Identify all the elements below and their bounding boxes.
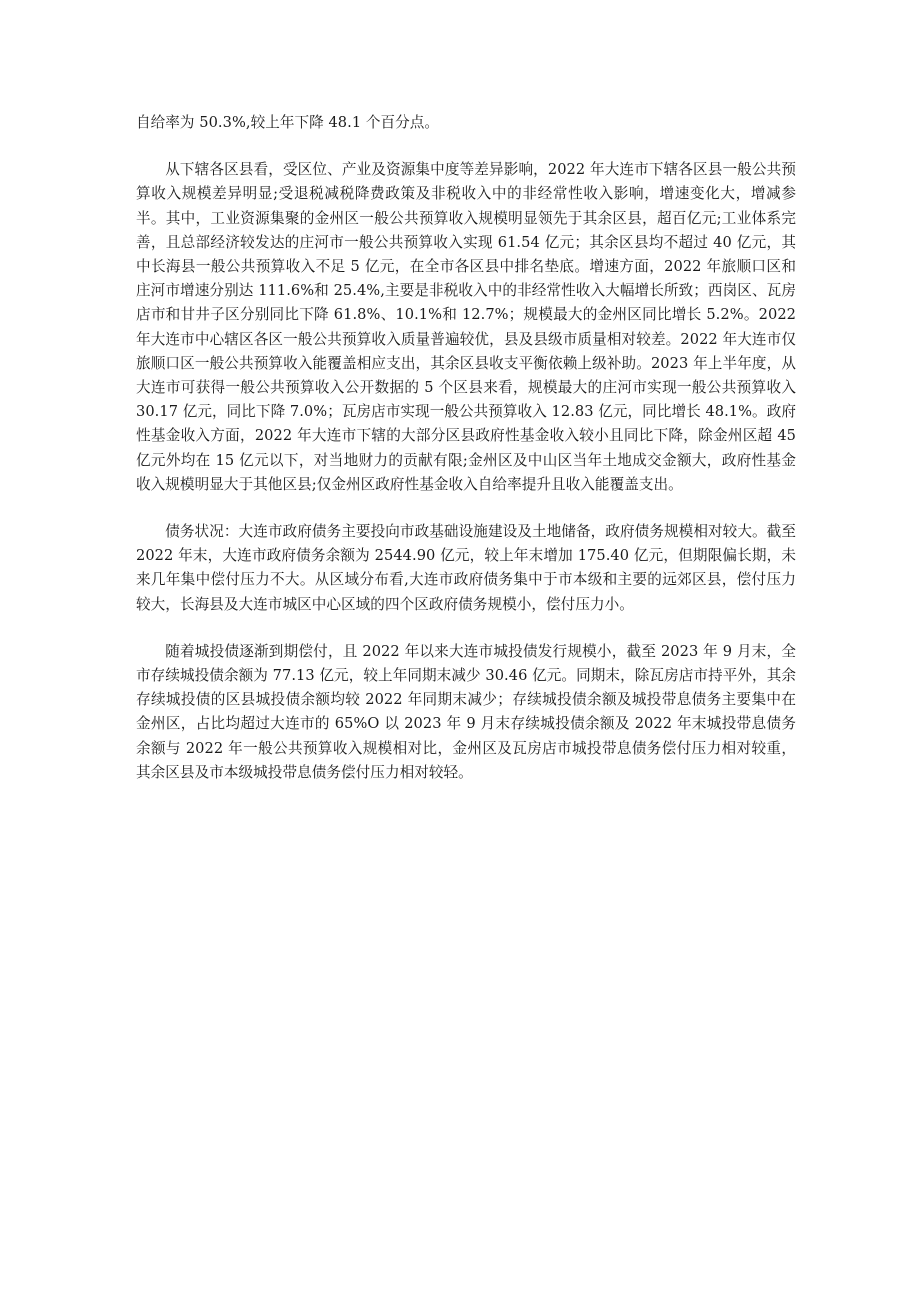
- paragraph-debt-status: 债务状况：大连市政府债务主要投向市政基础设施建设及土地储备，政府债务规模相对较大。截至 2022 年末，大连市政府债务余额为 2544.90 亿元，较上年末增加 175.40 亿元，但期限偏长期，未来几年集中偿付压力不大。从区域分布看,大连市政府债务集中于市本级和主要的远郊区县，偿付压力较大，长海县及大连市城区中心区域的四个区政府债务规模小，偿付压力小。: [136, 523, 796, 613]
- paragraph-district-revenue: 从下辖各区县看，受区位、产业及资源集中度等差异影响，2022 年大连市下辖各区县一般公共预算收入规模差异明显;受退税减税降费政策及非税收入中的非经常性收入影响，增速变化大，增减参半。其中，工业资源集聚的金州区一般公共预算收入规模明显领先于其余区县，超百亿元;工业体系完善，且总部经济较发达的庄河市一般公共预算收入实现 61.54 亿元；其余区县均不超过 40 亿元，其中长海县一般公共预算收入不足 5 亿元，在全市各区县中排名垫底。增速方面，2022 年旅顺口区和庄河市增速分别达 111.6%和 25.4%,主要是非税收入中的非经常性收入大幅增长所致；西岗区、瓦房店市和甘井子区分别同比下降 61.8%、10.1%和 12.7%；规模最大的金州区同比增长 5.2%。2022 年大连市中心辖区各区一般公共预算收入质量普遍较优，县及县级市质量相对较差。2022 年大连市仅旅顺口区一般公共预算收入能覆盖相应支出，其余区县收支平衡依赖上级补助。2023 年上半年度，从大连市可获得一般公共预算收入公开数据的 5 个区县来看，规模最大的庄河市实现一般公共预算收入 30.17 亿元，同比下降 7.0%；瓦房店市实现一般公共预算收入 12.83 亿元，同比增长 48.1%。政府性基金收入方面，2022 年大连市下辖的大部分区县政府性基金收入较小且同比下降，除金州区超 45 亿元外均在 15 亿元以下，对当地财力的贡献有限;金州区及中山区当年土地成交金额大，政府性基金收入规模明显大于其他区县;仅金州区政府性基金收入自给率提升且收入能覆盖支出。: [136, 161, 796, 493]
- paragraph-urban-investment-bonds: 随着城投债逐渐到期偿付，且 2022 年以来大连市城投债发行规模小，截至 2023 年 9 月末，全市存续城投债余额为 77.13 亿元，较上年同期末减少 30.46 亿元。同期末，除瓦房店市持平外，其余存续城投债的区县城投债余额均较 2022 年同期末减少；存续城投债余额及城投带息债务主要集中在金州区，占比均超过大连市的 65%O 以 2023 年 9 月末存续城投债余额及 2022 年末城投带息债务余额与 2022 年一般公共预算收入规模相对比，金州区及瓦房店市城投带息债务偿付压力相对较重，其余区县及市本级城投带息债务偿付压力相对较轻。: [136, 642, 796, 781]
- paragraph-continuation: 自给率为 50.3%,较上年下降 48.1 个百分点。: [136, 114, 440, 131]
- document-page: [136, 111, 796, 808]
